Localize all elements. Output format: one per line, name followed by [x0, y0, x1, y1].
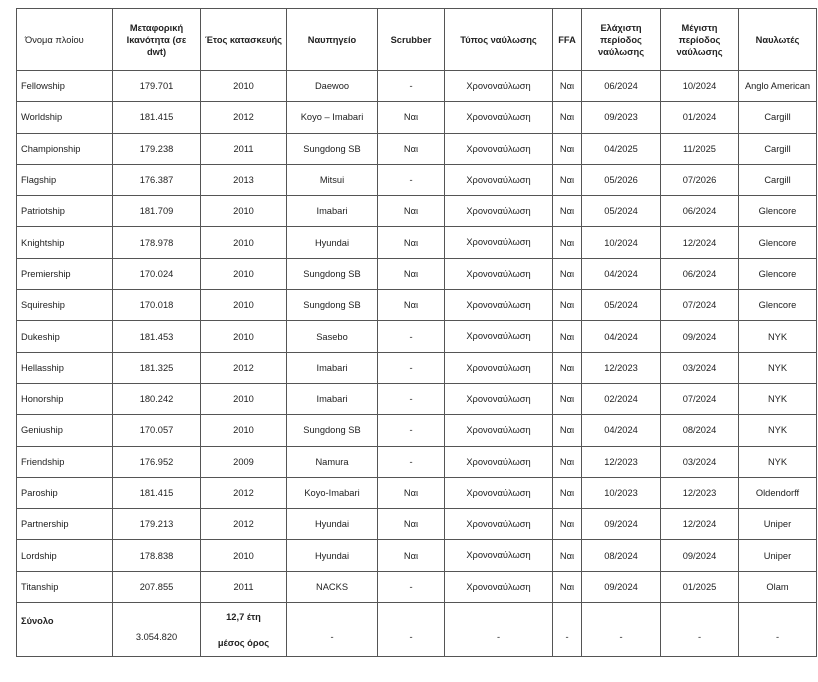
cell-max-period: 10/2024 [661, 71, 739, 102]
table-body [17, 71, 817, 657]
cell-scrubber: Ναι [378, 258, 445, 289]
cell-min-period: 04/2025 [582, 133, 661, 164]
header-col-scrubber: Scrubber [378, 9, 445, 71]
cell-max-period: 07/2026 [661, 164, 739, 195]
cell-charter-type: Χρονοναύλωση [445, 290, 553, 321]
cell-ship-name: Flagship [17, 164, 113, 195]
cell-min-period: 04/2024 [582, 415, 661, 446]
table-row [17, 133, 817, 164]
cell-shipyard: Daewoo [287, 71, 378, 102]
cell-max-period: 07/2024 [661, 383, 739, 414]
cell-charterers: Cargill [739, 164, 817, 195]
total-average-age [201, 603, 287, 657]
cell-build-year: 2010 [201, 290, 287, 321]
cell-max-period: 11/2025 [661, 133, 739, 164]
cell-ffa: Ναι [553, 477, 582, 508]
header-col-max-period: Μέγιστη περίοδος ναύλωσης [661, 9, 739, 71]
cell-scrubber: - [378, 71, 445, 102]
cell-charter-type: Χρονοναύλωση [445, 352, 553, 383]
cell-max-period: 12/2023 [661, 477, 739, 508]
cell-shipyard: Hyundai [287, 540, 378, 571]
cell-shipyard: Sungdong SB [287, 290, 378, 321]
total-empty-cell: - [661, 603, 739, 657]
total-capacity: 3.054.820 [113, 603, 201, 657]
cell-ship-name: Lordship [17, 540, 113, 571]
cell-max-period: 06/2024 [661, 196, 739, 227]
cell-capacity: 181.453 [113, 321, 201, 352]
cell-capacity: 179.701 [113, 71, 201, 102]
table-row [17, 227, 817, 258]
cell-ffa: Ναι [553, 383, 582, 414]
cell-charter-type: Χρονοναύλωση [445, 383, 553, 414]
cell-ship-name: Titanship [17, 571, 113, 602]
cell-ship-name: Partnership [17, 509, 113, 540]
header-col-capacity: Μεταφορική Ικανότητα (σε dwt) [113, 9, 201, 71]
cell-max-period: 07/2024 [661, 290, 739, 321]
table-row [17, 509, 817, 540]
cell-scrubber: - [378, 164, 445, 195]
cell-min-period: 04/2024 [582, 321, 661, 352]
cell-scrubber: - [378, 446, 445, 477]
cell-ship-name: Premiership [17, 258, 113, 289]
cell-capacity: 179.213 [113, 509, 201, 540]
cell-capacity: 178.838 [113, 540, 201, 571]
cell-shipyard: Hyundai [287, 227, 378, 258]
cell-charter-type: Χρονοναύλωση [445, 227, 553, 258]
cell-scrubber: - [378, 415, 445, 446]
cell-ship-name: Geniuship [17, 415, 113, 446]
cell-max-period: 01/2025 [661, 571, 739, 602]
cell-build-year: 2010 [201, 383, 287, 414]
cell-max-period: 12/2024 [661, 509, 739, 540]
cell-charter-type: Χρονοναύλωση [445, 196, 553, 227]
cell-charter-type: Χρονοναύλωση [445, 258, 553, 289]
cell-min-period: 04/2024 [582, 258, 661, 289]
cell-shipyard: Sungdong SB [287, 415, 378, 446]
cell-build-year: 2010 [201, 321, 287, 352]
cell-min-period: 12/2023 [582, 446, 661, 477]
cell-charter-type: Χρονοναύλωση [445, 71, 553, 102]
cell-charter-type: Χρονοναύλωση [445, 571, 553, 602]
table-row [17, 477, 817, 508]
cell-charterers: Uniper [739, 540, 817, 571]
header-col-charter-type: Τύπος ναύλωσης [445, 9, 553, 71]
cell-scrubber: Ναι [378, 509, 445, 540]
cell-min-period: 02/2024 [582, 383, 661, 414]
cell-charter-type: Χρονοναύλωση [445, 321, 553, 352]
cell-shipyard: Imabari [287, 196, 378, 227]
total-average-age-caption: μέσος όρος [217, 637, 270, 648]
cell-capacity: 181.415 [113, 102, 201, 133]
cell-ship-name: Worldship [17, 102, 113, 133]
cell-ship-name: Squireship [17, 290, 113, 321]
cell-scrubber: Ναι [378, 290, 445, 321]
cell-max-period: 09/2024 [661, 321, 739, 352]
cell-scrubber: Ναι [378, 133, 445, 164]
table-row [17, 415, 817, 446]
cell-capacity: 170.024 [113, 258, 201, 289]
table-row [17, 102, 817, 133]
cell-scrubber: - [378, 321, 445, 352]
cell-charterers: Uniper [739, 509, 817, 540]
cell-shipyard: Sasebo [287, 321, 378, 352]
cell-capacity: 179.238 [113, 133, 201, 164]
cell-charterers: NYK [739, 383, 817, 414]
table-row [17, 540, 817, 571]
total-empty-cell: - [582, 603, 661, 657]
cell-ship-name: Paroship [17, 477, 113, 508]
cell-charterers: Glencore [739, 290, 817, 321]
cell-min-period: 08/2024 [582, 540, 661, 571]
cell-build-year: 2010 [201, 415, 287, 446]
cell-charterers: Cargill [739, 133, 817, 164]
cell-min-period: 09/2024 [582, 509, 661, 540]
cell-charter-type: Χρονοναύλωση [445, 477, 553, 508]
cell-scrubber: Ναι [378, 102, 445, 133]
cell-charterers: Glencore [739, 227, 817, 258]
total-empty-cell: - [287, 603, 378, 657]
cell-ffa: Ναι [553, 164, 582, 195]
cell-capacity: 176.952 [113, 446, 201, 477]
table-row [17, 352, 817, 383]
cell-shipyard: NACKS [287, 571, 378, 602]
cell-scrubber: Ναι [378, 227, 445, 258]
cell-max-period: 09/2024 [661, 540, 739, 571]
table-row [17, 571, 817, 602]
cell-ffa: Ναι [553, 258, 582, 289]
header-col-build-year: Έτος κατασκευής [201, 9, 287, 71]
header-col-ship-name: Όνομα πλοίου [17, 9, 113, 71]
header-col-charterers: Ναυλωτές [739, 9, 817, 71]
cell-charterers: Anglo American [739, 71, 817, 102]
cell-ffa: Ναι [553, 133, 582, 164]
cell-min-period: 12/2023 [582, 352, 661, 383]
table-row [17, 196, 817, 227]
table-row [17, 290, 817, 321]
cell-charterers: Glencore [739, 196, 817, 227]
total-empty-cell: - [553, 603, 582, 657]
cell-max-period: 01/2024 [661, 102, 739, 133]
cell-charterers: Oldendorff [739, 477, 817, 508]
cell-ship-name: Honorship [17, 383, 113, 414]
cell-shipyard: Imabari [287, 352, 378, 383]
cell-charterers: Glencore [739, 258, 817, 289]
cell-shipyard: Hyundai [287, 509, 378, 540]
cell-ship-name: Knightship [17, 227, 113, 258]
cell-ffa: Ναι [553, 290, 582, 321]
cell-charter-type: Χρονοναύλωση [445, 446, 553, 477]
total-empty-cell: - [445, 603, 553, 657]
cell-charterers: NYK [739, 446, 817, 477]
cell-ffa: Ναι [553, 509, 582, 540]
cell-min-period: 09/2024 [582, 571, 661, 602]
cell-build-year: 2012 [201, 102, 287, 133]
cell-charter-type: Χρονοναύλωση [445, 509, 553, 540]
header-col-min-period: Ελάχιστη περίοδος ναύλωσης [582, 9, 661, 71]
table-row [17, 321, 817, 352]
cell-max-period: 03/2024 [661, 352, 739, 383]
cell-build-year: 2011 [201, 571, 287, 602]
cell-min-period: 06/2024 [582, 71, 661, 102]
cell-max-period: 03/2024 [661, 446, 739, 477]
cell-capacity: 207.855 [113, 571, 201, 602]
cell-capacity: 176.387 [113, 164, 201, 195]
cell-build-year: 2013 [201, 164, 287, 195]
cell-min-period: 10/2024 [582, 227, 661, 258]
cell-ffa: Ναι [553, 71, 582, 102]
cell-build-year: 2009 [201, 446, 287, 477]
cell-scrubber: - [378, 571, 445, 602]
cell-capacity: 170.018 [113, 290, 201, 321]
cell-capacity: 181.415 [113, 477, 201, 508]
cell-ffa: Ναι [553, 321, 582, 352]
cell-build-year: 2012 [201, 352, 287, 383]
cell-charter-type: Χρονοναύλωση [445, 540, 553, 571]
cell-ship-name: Hellasship [17, 352, 113, 383]
cell-min-period: 09/2023 [582, 102, 661, 133]
cell-scrubber: - [378, 352, 445, 383]
cell-ffa: Ναι [553, 352, 582, 383]
fleet-table [16, 8, 817, 657]
total-label: Σύνολο [17, 603, 113, 657]
cell-build-year: 2012 [201, 509, 287, 540]
cell-shipyard: Sungdong SB [287, 258, 378, 289]
cell-max-period: 06/2024 [661, 258, 739, 289]
header-col-ffa: FFA [553, 9, 582, 71]
cell-ffa: Ναι [553, 227, 582, 258]
cell-charterers: NYK [739, 321, 817, 352]
cell-min-period: 05/2024 [582, 196, 661, 227]
cell-shipyard: Mitsui [287, 164, 378, 195]
cell-ffa: Ναι [553, 446, 582, 477]
cell-min-period: 05/2026 [582, 164, 661, 195]
cell-ship-name: Dukeship [17, 321, 113, 352]
total-average-age-value: 12,7 έτη [226, 611, 261, 622]
cell-min-period: 10/2023 [582, 477, 661, 508]
cell-charterers: NYK [739, 415, 817, 446]
cell-charterers: Olam [739, 571, 817, 602]
table-row [17, 164, 817, 195]
table-row [17, 383, 817, 414]
cell-shipyard: Koyo – Imabari [287, 102, 378, 133]
header-col-shipyard: Ναυπηγείο [287, 9, 378, 71]
total-empty-cell: - [739, 603, 817, 657]
cell-ffa: Ναι [553, 196, 582, 227]
cell-charter-type: Χρονοναύλωση [445, 133, 553, 164]
table-row [17, 446, 817, 477]
cell-charter-type: Χρονοναύλωση [445, 415, 553, 446]
total-empty-cell: - [378, 603, 445, 657]
cell-shipyard: Namura [287, 446, 378, 477]
cell-capacity: 178.978 [113, 227, 201, 258]
cell-ship-name: Friendship [17, 446, 113, 477]
cell-capacity: 181.709 [113, 196, 201, 227]
cell-ship-name: Championship [17, 133, 113, 164]
cell-ffa: Ναι [553, 540, 582, 571]
cell-build-year: 2010 [201, 540, 287, 571]
cell-max-period: 12/2024 [661, 227, 739, 258]
cell-charter-type: Χρονοναύλωση [445, 102, 553, 133]
cell-ship-name: Fellowship [17, 71, 113, 102]
cell-ffa: Ναι [553, 415, 582, 446]
total-row [17, 603, 817, 657]
cell-build-year: 2012 [201, 477, 287, 508]
cell-max-period: 08/2024 [661, 415, 739, 446]
cell-shipyard: Koyo-Imabari [287, 477, 378, 508]
cell-build-year: 2011 [201, 133, 287, 164]
cell-scrubber: Ναι [378, 477, 445, 508]
cell-shipyard: Sungdong SB [287, 133, 378, 164]
cell-build-year: 2010 [201, 71, 287, 102]
cell-charterers: Cargill [739, 102, 817, 133]
cell-build-year: 2010 [201, 196, 287, 227]
cell-capacity: 180.242 [113, 383, 201, 414]
table-row [17, 258, 817, 289]
cell-ship-name: Patriotship [17, 196, 113, 227]
table-row [17, 71, 817, 102]
cell-build-year: 2010 [201, 258, 287, 289]
cell-shipyard: Imabari [287, 383, 378, 414]
cell-scrubber: - [378, 383, 445, 414]
cell-scrubber: Ναι [378, 196, 445, 227]
cell-ffa: Ναι [553, 571, 582, 602]
cell-capacity: 181.325 [113, 352, 201, 383]
cell-scrubber: Ναι [378, 540, 445, 571]
cell-charter-type: Χρονοναύλωση [445, 164, 553, 195]
cell-min-period: 05/2024 [582, 290, 661, 321]
cell-build-year: 2010 [201, 227, 287, 258]
cell-ffa: Ναι [553, 102, 582, 133]
header-row [17, 9, 817, 71]
cell-charterers: NYK [739, 352, 817, 383]
cell-capacity: 170.057 [113, 415, 201, 446]
